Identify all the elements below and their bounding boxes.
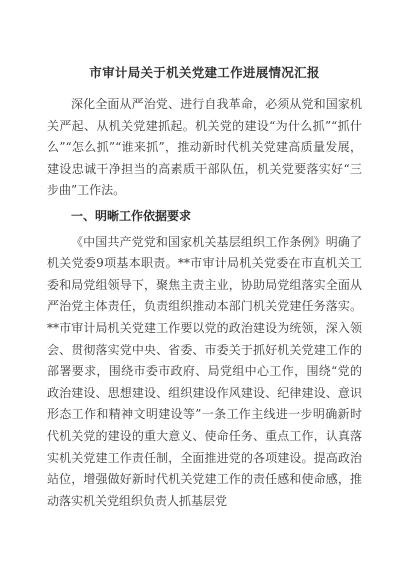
section-heading: 一、明晰工作依据要求: [71, 208, 192, 223]
section-body-paragraph: 《中国共产党党和国家机关基层组织工作条例》明确了机关党委9项基本职责。**市审计局机关党委在市直机关工委和局党组领导下，聚焦主责主业，协助局党组落实全面从严治党主体责任，负责组织推动本部门机关党建任务落实。**市审计局机关党建工作要以党的政治建设为统领，深入领会、贯彻落实党中央、省委、市委关于抓好机关党建工作的部署要求，围绕市委市政府、局党组中心工作，围绕“党的政治建设、思想建设、组织建设作风建设、纪律建设、意识形态工作和精神文明建设等”一条工作主线进一步明确新时代机关党的建设的重大意义、使命任务、重点工作，认真落实机关党建工作责任制，全面推进党的各项建设。提高政治站位，增强做好新时代机关党建工作的责任感和使命感，推动落实机关党组织负责人抓基层党: [47, 234, 362, 508]
document-title: 市审计局关于机关党建工作进展情况汇报: [89, 65, 320, 80]
intro-paragraph: 深化全面从严治党、进行自我革命，必须从党和国家机关严起、从机关党建抓起。机关党的建设“为什么抓”“抓什么”“怎么抓”“谁来抓”，推动新时代机关党建高质量发展，建设忠诚干净担当的高素质干部队伍，机关党要落实好“三步曲”工作法。: [47, 97, 362, 198]
